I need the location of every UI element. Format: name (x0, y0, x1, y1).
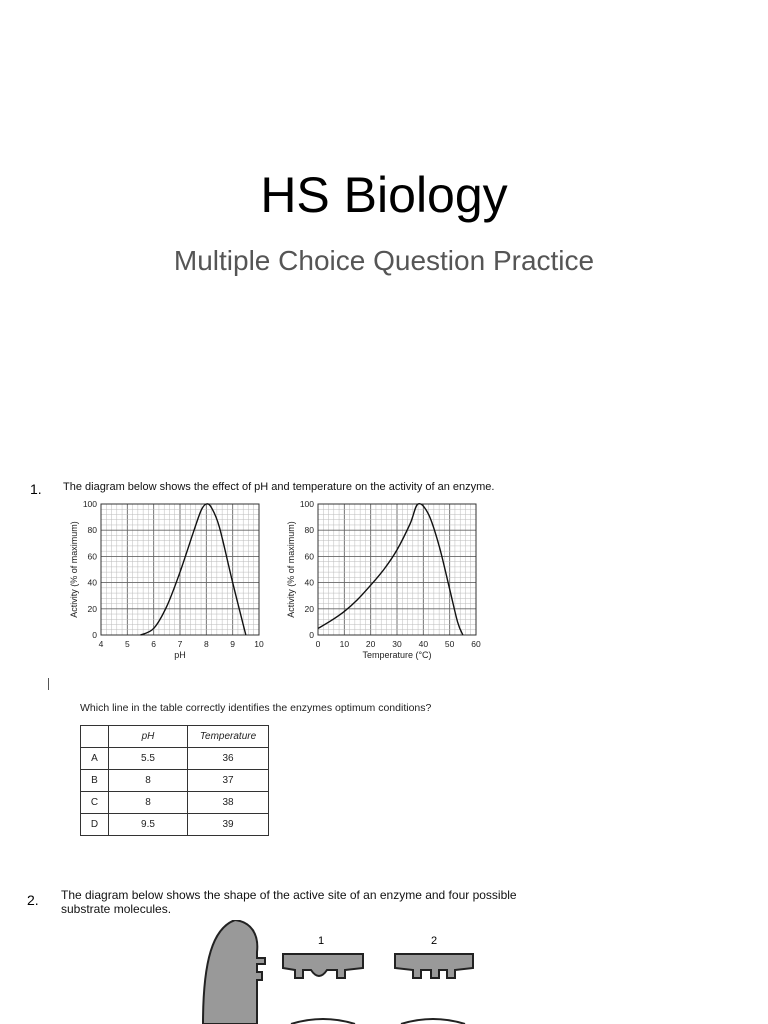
substrate-4-top (401, 1019, 465, 1024)
question-number: 2. (27, 892, 39, 908)
margin-mark (48, 678, 49, 690)
x-axis-label: pH (174, 650, 186, 660)
table-cell: B (81, 770, 109, 792)
y-tick-label: 100 (299, 499, 314, 509)
substrate-2-shape (395, 954, 473, 978)
table-cell: D (81, 814, 109, 836)
y-tick-label: 0 (92, 630, 97, 640)
question-text-line-2: substrate molecules. (61, 902, 172, 916)
table-cell: 37 (188, 770, 269, 792)
y-tick-label: 60 (87, 551, 97, 562)
table-cell: A (81, 748, 109, 770)
x-axis-label: Temperature (°C) (362, 650, 432, 660)
table-header-row (81, 726, 269, 748)
answer-table (80, 725, 269, 836)
temperature-activity-chart (278, 495, 528, 685)
x-tick-label: 40 (418, 639, 429, 649)
x-tick-label: 7 (177, 639, 183, 649)
x-tick-label: 10 (254, 639, 264, 649)
table-cell: 36 (188, 748, 269, 770)
enzyme-shape (203, 920, 265, 1024)
y-tick-label: 80 (304, 525, 314, 536)
x-tick-label: 30 (392, 639, 402, 649)
x-tick-label: 5 (124, 639, 130, 649)
table-row (81, 770, 269, 792)
y-tick-label: 80 (87, 525, 97, 536)
question-prompt: Which line in the table correctly identifies the enzymes optimum conditions? (80, 702, 432, 714)
table-header (81, 726, 109, 748)
table-cell: 9.5 (109, 814, 188, 836)
question-text-line-1: The diagram below shows the shape of the active site of an enzyme and four possible (61, 888, 517, 902)
question-number: 1. (30, 481, 42, 497)
x-tick-label: 50 (444, 639, 455, 649)
table-row (81, 748, 269, 770)
x-tick-label: 60 (471, 639, 481, 649)
x-tick-label: 9 (230, 639, 236, 649)
x-tick-label: 0 (315, 639, 321, 649)
y-axis-label: Activity (% of maximum) (69, 521, 79, 618)
table-header: pH (109, 726, 188, 748)
table-header: Temperature (188, 726, 269, 748)
activity-curve (318, 504, 463, 635)
y-tick-label: 20 (304, 603, 314, 614)
table-row (81, 792, 269, 814)
substrate-label-1: 1 (317, 935, 325, 947)
x-tick-label: 6 (151, 639, 157, 649)
y-tick-label: 20 (87, 603, 97, 614)
table-cell: 38 (188, 792, 269, 814)
y-axis-label: Activity (% of maximum) (286, 521, 296, 618)
y-tick-label: 100 (82, 499, 97, 509)
table-cell: C (81, 792, 109, 814)
x-tick-label: 4 (98, 639, 104, 649)
table-cell: 39 (188, 814, 269, 836)
table-cell: 5.5 (109, 748, 188, 770)
substrate-label-2: 2 (430, 935, 438, 947)
y-tick-label: 40 (87, 577, 97, 588)
active-site-diagram (195, 920, 495, 1024)
question-text: The diagram below shows the effect of pH and temperature on the activity of an enzyme. (63, 481, 495, 493)
x-tick-label: 10 (339, 639, 350, 649)
table-cell: 8 (109, 770, 188, 792)
x-tick-label: 8 (203, 639, 209, 649)
substrate-3-top (291, 1019, 355, 1024)
table-row (81, 814, 269, 836)
x-tick-label: 20 (365, 639, 376, 649)
y-tick-label: 0 (309, 630, 314, 640)
activity-curve (141, 504, 246, 635)
substrate-1-shape (283, 954, 363, 978)
y-tick-label: 40 (304, 577, 314, 588)
page-title: HS Biology (260, 167, 508, 223)
page-subtitle: Multiple Choice Question Practice (173, 245, 595, 276)
table-cell: 8 (109, 792, 188, 814)
y-tick-label: 60 (304, 551, 314, 562)
